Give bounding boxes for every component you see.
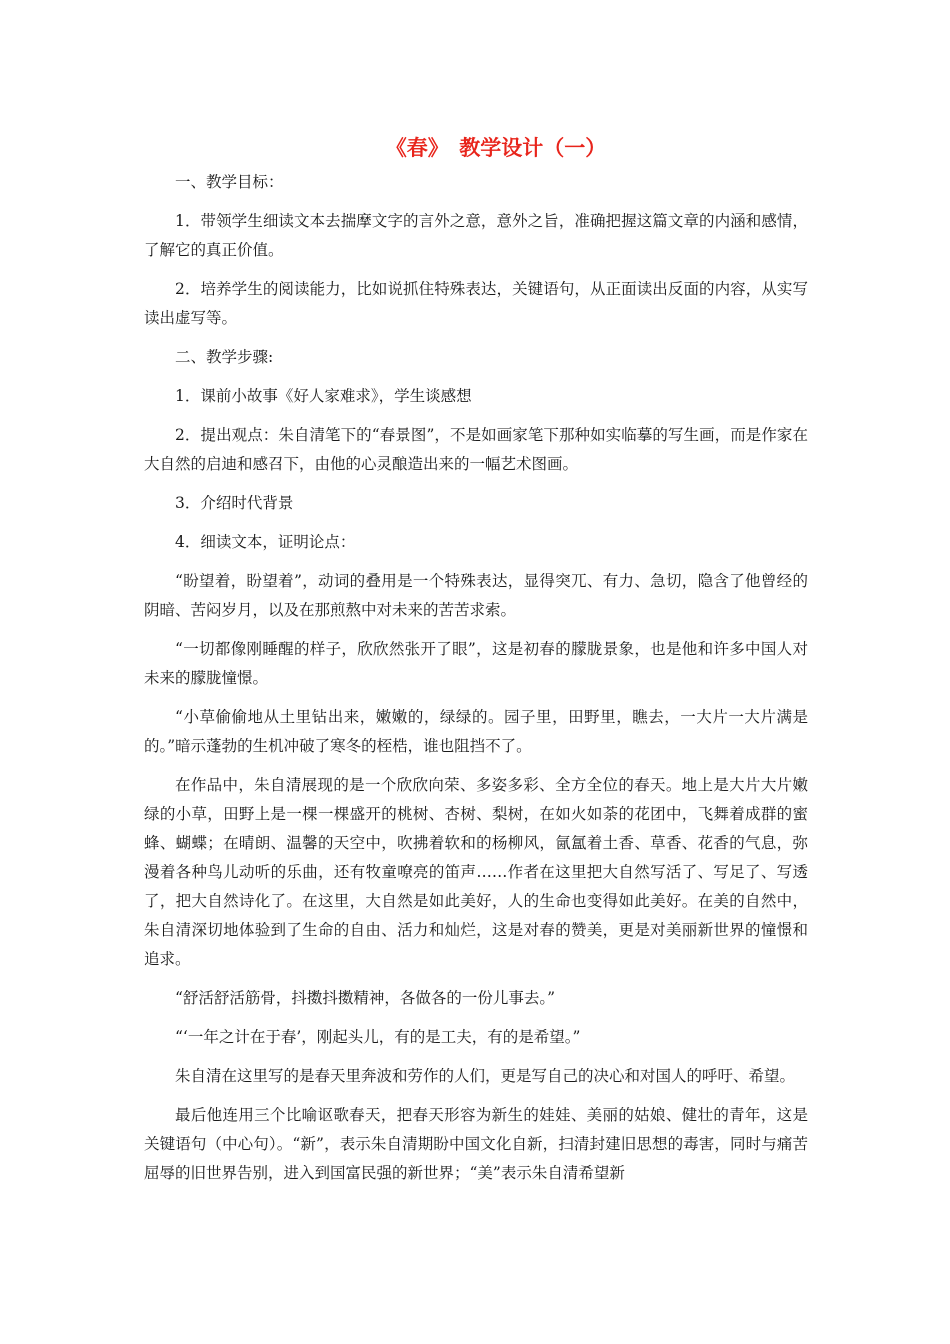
paragraph: “一切都像刚睡醒的样子，欣欣然张开了眼”，这是初春的朦胧景象，也是他和许多中国人对未来的朦胧憧憬。 xyxy=(144,640,808,687)
paragraph: “‘一年之计在于春’，刚起头儿，有的是工夫，有的是希望。” xyxy=(175,1028,581,1046)
section-heading-objectives: 一、教学目标： xyxy=(175,173,284,191)
paragraph: 1．带领学生细读文本去揣摩文字的言外之意，意外之旨，准确把握这篇文章的内涵和感情，了解它的真正价值。 xyxy=(144,212,808,259)
paragraph: 4．细读文本，证明论点： xyxy=(175,533,356,551)
paragraph: “盼望着，盼望着”，动词的叠用是一个特殊表达，显得突兀、有力、急切，隐含了他曾经的阴暗、苦闷岁月，以及在那煎熬中对未来的苦苦求索。 xyxy=(144,572,808,619)
paragraph: 2．提出观点：朱自清笔下的“春景图”，不是如画家笔下那种如实临摹的写生画，而是作家在大自然的启迪和感召下，由他的心灵酿造出来的一幅艺术图画。 xyxy=(144,426,808,473)
paragraph: 朱自清在这里写的是春天里奔波和劳作的人们，更是写自己的决心和对国人的呼吁、希望。 xyxy=(175,1067,796,1085)
paragraph: 最后他连用三个比喻讴歌春天，把春天形容为新生的娃娃、美丽的姑娘、健壮的青年，这是关键语句（中心句）。“新”，表示朱自清期盼中国文化自新，扫清封建旧思想的毒害，同时与痛苦屈辱的旧世界告别，进入到国富民强的新世界；“美”表示朱自清希望新 xyxy=(144,1106,808,1182)
paragraph: “舒活舒活筋骨，抖擞抖擞精神，各做各的一份儿事去。” xyxy=(175,989,556,1007)
document-title: 《春》 教学设计（一） xyxy=(385,136,607,160)
paragraph: 在作品中，朱自清展现的是一个欣欣向荣、多姿多彩、全方全位的春天。地上是大片大片嫩绿的小草，田野上是一棵一棵盛开的桃树、杏树、梨树，在如火如荼的花团中，飞舞着成群的蜜蜂、蝴蝶；在晴朗、温馨的天空中，吹拂着软和的杨柳风，氤氲着土香、草香、花香的气息，弥漫着各种鸟儿动听的乐曲，还有牧童嘹亮的笛声……作者在这里把大自然写活了、写足了、写透了，把大自然诗化了。在这里，大自然是如此美好，人的生命也变得如此美好。在美的自然中，朱自清深切地体验到了生命的自由、活力和灿烂，这是对春的赞美，更是对美丽新世界的憧憬和追求。 xyxy=(144,776,808,968)
paragraph: 1．课前小故事《好人家难求》，学生谈感想 xyxy=(175,387,472,405)
paragraph: 3．介绍时代背景 xyxy=(175,494,294,512)
document-body xyxy=(144,128,808,1198)
paragraph: “小草偷偷地从土里钻出来，嫩嫩的，绿绿的。园子里，田野里，瞧去，一大片一大片满是的。”暗示蓬勃的生机冲破了寒冬的桎梏，谁也阻挡不了。 xyxy=(144,708,808,755)
paragraph: 2．培养学生的阅读能力，比如说抓住特殊表达，关键语句，从正面读出反面的内容，从实写读出虚写等。 xyxy=(144,280,808,327)
section-heading-steps: 二、教学步骤: xyxy=(175,348,274,366)
